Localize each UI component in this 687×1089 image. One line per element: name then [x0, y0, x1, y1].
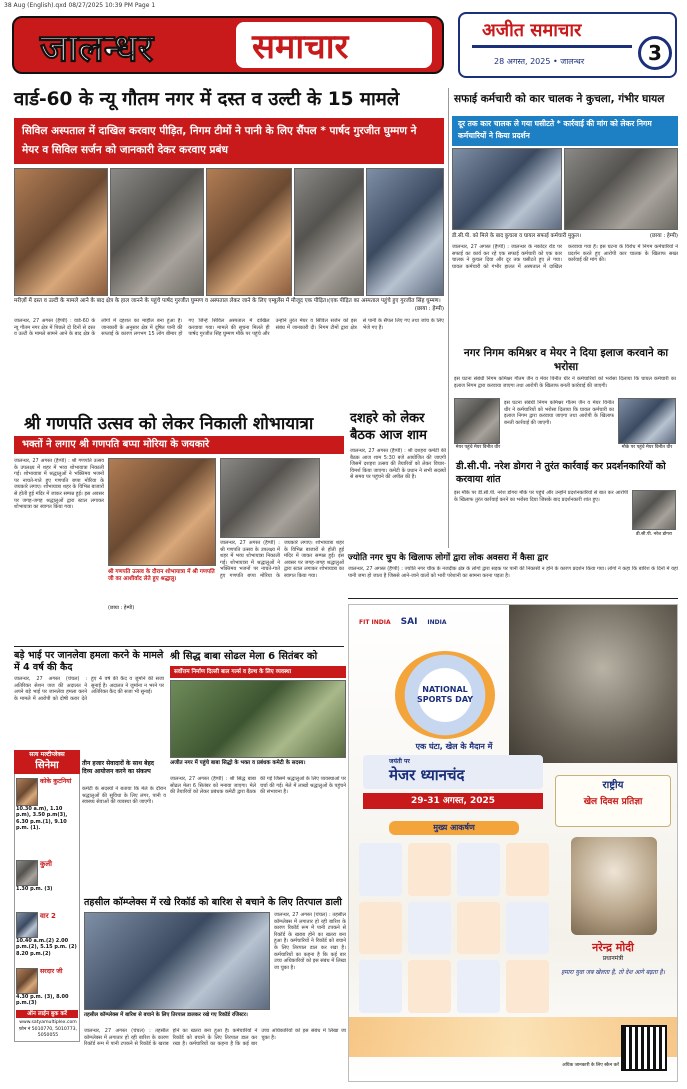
- court-body: जालन्धर, 27 अगस्त (चंचल) : अतिरिक्त सेशन जज की अदालत ने अपने बड़े भाई पर जानलेवा हमला करने के मामले में आरोपी को दोषी करार देते हुए 4 वर्ष की कैद व जुर्माने की सजा सुनाई है। अदालत ने जुर्माना न भरने पर अतिरिक्त कैद की सजा भी सुनाई।: [14, 676, 164, 702]
- cinema-header: [14, 750, 80, 774]
- film-3-times: 10.40 a.m.(2) 2.00 p.m.(2), 5.15 p.m. (2) 8.20 p.m.(2): [16, 938, 77, 957]
- driver-photo-2: [564, 148, 678, 230]
- activity-icon-5: [359, 902, 402, 955]
- dussehra-headline: दशहरे को लेकर बैठक आज शाम: [350, 411, 427, 443]
- siddh-subhead: सर्वोत्तम निर्माण दिल्ली बाल गर्ल्स व हेल्थ के लिए व्यवस्था: [174, 669, 292, 675]
- lead-caption: [14, 298, 444, 313]
- page-number-badge: 3: [638, 36, 672, 70]
- film-4-poster: [16, 968, 38, 994]
- lead-photo-2: [110, 168, 204, 296]
- jyoti-rule: [348, 598, 678, 599]
- lead-caption-credit: (छाया : हेम्पी): [414, 305, 444, 312]
- lead-photo-4: [294, 168, 364, 296]
- ganpati-body-left: जालन्धर, 27 अगस्त (हैप्पी) : श्री गणपति उत्सव के उपलक्ष्य में शहर में भव्य शोभायात्रा निकाली गई। शोभायात्रा में श्रद्धालुओं ने भक्तिमय भजनों पर नाचते-गाते हुए गणपति बप्पा मोरिया के जयकारे लगाए। शोभायात्रा शहर के विभिन्न बाजारों से होती हुई मंदिर में जाकर सम्पन्न हुई। इस अवसर पर जगह-जगह श्रद्धालुओं द्वारा स्टाल लगाकर शोभायात्रा का स्वागत किया गया।: [14, 458, 104, 511]
- commissioner-thumb-1: [454, 398, 500, 444]
- sports-day-ad: [348, 604, 678, 1082]
- qr-code-icon: [621, 1025, 667, 1071]
- date-line: 28 अगस्त, 2025 • जालन्धर: [494, 57, 585, 66]
- ganpati-subhead-banner: [14, 436, 344, 454]
- ad-national-sub: खेल दिवस प्रतिज्ञा: [583, 797, 643, 807]
- activity-icon-12: [506, 960, 549, 1013]
- activity-icon-10: [408, 960, 451, 1013]
- ganpati-photo-2: [220, 458, 320, 538]
- siddh-sub2: तीन हजार सेवादारों के साथ बेहद दिव्य आयोजन करने का संकल्प: [82, 760, 154, 775]
- film-3-tile: [16, 912, 78, 962]
- lead-photo-3: [206, 168, 292, 296]
- dcp-thumb: [632, 490, 676, 530]
- commissioner-thumb-2: [618, 398, 676, 444]
- dcp-thumb-caption: डी.सी.पी. नरेश डोगरा: [636, 532, 672, 537]
- activity-icon-8: [506, 902, 549, 955]
- lead-photo-1: [14, 168, 108, 296]
- activity-icon-2: [408, 843, 451, 896]
- complex-headline: तहसील कॉम्प्लेक्स में रखे रिकॉर्ड को बारिश से बचाने के लिए तिरपाल डाली: [84, 897, 342, 908]
- ad-qr-note: अधिक जानकारी के लिए स्कैन करें: [562, 1063, 619, 1068]
- siddh-headline: श्री सिद्ध बाबा सोढल मेला 6 सितंबर को: [170, 651, 318, 662]
- commissioner-body: इस घटना संबंधी निगम कमिश्नर गौतम जैन व मेयर विनीत धीर ने कर्मचारियों को भरोसा दिलाया कि घायल कर्मचारी का इलाज निगम द्वारा करवाया जाएगा तथा आरोपी के खिलाफ बनती कार्रवाई की जाएगी।: [454, 376, 676, 389]
- dcp-body: इस मौके पर डी.सी.पी. नरेश डोगरा मौके पर पहुंचे और उन्होंने प्रदर्शनकारियों से बात कर आरोपी के खिलाफ तुरंत कार्रवाई करने का भरोसा दिया जिसके बाद प्रदर्शनकारी शांत हुए।: [454, 490, 628, 503]
- lead-caption-text: मरीज़ों में दस्त व उल्टी के मामले आने के बाद क्षेत्र के हाल जानने के पहुंचे पार्षद गुरजीत घुम्मण व अस्पताल लेकर जाने के लिए एम्बुलेंस में मौजूद एक पीड़ित।(एक पीड़ित का अस्पताल पहुंचे हुए गुरजीत सिंह घुम्मण।: [14, 298, 441, 304]
- siddh-subhead-banner: [170, 666, 346, 678]
- driver-subhead: दूर तक कार चालक ले गया घसीटते * कार्रवाई की मांग को लेकर निगम कर्मचारियों ने किया प्रदर्शन: [458, 119, 652, 140]
- activity-icon-1: [359, 843, 402, 896]
- right-column-divider: [448, 88, 449, 548]
- dcp-headline: डी.सी.पी. नरेश डोगरा ने तुरंत कार्रवाई कर प्रदर्शनकारियों को करवाया शांत: [456, 461, 666, 485]
- siddh-photo: [170, 680, 346, 758]
- activity-icon-4: [506, 843, 549, 896]
- masthead-rule: [472, 45, 632, 48]
- siddh-body: जालन्धर, 27 अगस्त (हैप्पी) : श्री सिद्ध बाबा सोढल मेला 6 सितंबर को मनाया जाएगा। मेले की तैयारियों को लेकर प्रबंधक कमेटी द्वारा बैठक की गई जिसमें श्रद्धालुओं के लिए व्यवस्थाओं पर चर्चा की गई। मेले में लाखों श्रद्धालुओं के पहुंचने की संभावना है।: [170, 776, 346, 796]
- driver-photo-1: [452, 148, 562, 230]
- film-2-name: कुली: [40, 860, 52, 868]
- ad-tagline: एक घंटा, खेल के मैदान में: [415, 742, 493, 751]
- driver-caption-credit: (छाया : हेम्पी): [649, 233, 678, 239]
- film-3-poster: [16, 912, 38, 938]
- ad-highlights: मुख्य आकर्षण: [433, 823, 475, 832]
- film-4-times: 4.30 p.m. (3), 8.00 p.m.(3): [16, 994, 69, 1007]
- driver-caption-text: डी.सी.पी. को मिले के बाद कुचला व घायल सफाई कर्मचारी मुकुल।: [452, 233, 582, 239]
- driver-body: जालन्धर, 27 अगस्त (हैप्पी) : जालन्धर के नकोदर रोड पर सफाई का कार्य कर रहे एक सफाई कर्मचारी को एक कार चालक ने कुचल दिया और दूर तक घसीटते हुए ले गया। घायल कर्मचारी को गंभीर हालत में अस्पताल में दाखिल करवाया गया है। इस घटना के विरोध में निगम कर्मचारियों ने प्रदर्शन करते हुए आरोपी कार चालक के खिलाफ सख्त कार्रवाई की मांग की।: [452, 244, 678, 270]
- commissioner-thumb-1-caption: मेयर पहुंचे मेयर विनीत धीर: [455, 445, 501, 450]
- sports-day-headline: NATIONAL SPORTS DAY: [416, 685, 474, 704]
- ganpati-photo: [108, 458, 216, 566]
- ad-tribute-sub: जयंती पर: [389, 758, 410, 765]
- jyoti-headline: ज्योति नगर चुप के खिलाफ लोगों द्वारा लोक अवसरा में कैसा द्वार: [348, 553, 548, 563]
- film-2-tile: [16, 860, 78, 900]
- driver-caption: [452, 233, 678, 240]
- lead-photo-5: [366, 168, 444, 296]
- ganpati-headline: श्री गणपति उत्सव को लेकर निकाली शोभायात्रा: [24, 414, 314, 434]
- driver-headline: सफाई कर्मचारी को कार चालक ने कुचला, गंभीर घायल: [454, 93, 665, 105]
- activity-icon-7: [457, 902, 500, 955]
- ad-tribute: मेजर ध्यानचंद: [389, 766, 465, 784]
- court-headline: बड़े भाई पर जानलेवा हमला करने के मामले में 4 वर्ष की कैद: [14, 650, 164, 673]
- film-1-times: 10.30 a.m), 1.10 p.m), 3.50 p.m(3), 6.30 p.m.(1), 9.10 p.m. (1).: [16, 806, 68, 832]
- paper-name: अजीत समाचार: [482, 20, 582, 41]
- activity-icon-6: [408, 902, 451, 955]
- complex-photo: [84, 912, 270, 1010]
- film-1-poster: [16, 778, 38, 806]
- cinema-website: www.satyamultiplex.com: [19, 1020, 77, 1025]
- cinema-phone: फ़ोन नं 5010770, 5010773, 5050055: [18, 1027, 78, 1038]
- lead-subhead-banner: [14, 118, 444, 164]
- fit-india-logo: FIT INDIA: [359, 618, 391, 626]
- complex-body: जालन्धर, 27 अगस्त (चंचल) : तहसील कॉम्प्लेक्स में लगातार हो रही बारिश के कारण रिकॉर्ड रूम में पानी टपकने से रिकॉर्ड के खराब होने का खतरा बना हुआ है। कर्मचारियों ने रिकॉर्ड को बचाने के लिए तिरपाल डाल कर रखा है। कर्मचारियों का कहना है कि कई बार उच्च अधिकारियों को इस संबंध में लिखा जा चुका है।: [84, 1028, 346, 1048]
- masthead-title-left: जालन्धर: [40, 26, 154, 70]
- siddh-caption: अजीत नगर में पहुंचे बाबा सिद्धो के भक्त व प्रबंधक कमेटी के सदस्य।: [170, 760, 306, 766]
- cinema-online-booking: ऑन लाईन बुक करें: [16, 1010, 78, 1018]
- masthead-title-right: समाचार: [252, 27, 349, 67]
- film-1-name: कोके कुटनियां: [40, 778, 72, 785]
- ganpati-photo-credit: (छाया : हेम्पी): [108, 605, 135, 611]
- lead-subhead: सिविल अस्पताल में दाखिल करवाए पीड़ित, निगम टीमों ने पानी के लिए सैंपल * पार्षद गुरजीत घुम्मण ने मेयर व सिविल सर्जन को जानकारी देकर करवाए प्रबंध: [22, 125, 417, 156]
- masthead: [12, 12, 677, 82]
- activity-icon-9: [359, 960, 402, 1013]
- film-2-times: 1.30 p.m. (3): [16, 886, 53, 892]
- jyoti-body: जालन्धर, 27 अगस्त (हैप्पी) : ज्योति नगर चौक के नजदीक क्षेत्र के लोगों द्वारा सड़क पर पानी की निकासी न होने के कारण प्रदर्शन किया गया। लोगों ने कहा कि बारिश के दिनों में यहां पानी जमा हो जाता है जिससे आने-जाने वालों को भारी परेशानी का सामना करना पड़ता है।: [348, 566, 678, 579]
- print-slug: 38 Aug (English).qxd 08/27/2025 10:39 PM Page 1: [4, 2, 156, 9]
- ad-logo-row: [359, 611, 509, 633]
- commissioner-headline: नगर निगम कमिश्नर व मेयर ने दिया इलाज करवाने का भरोसा: [463, 347, 669, 373]
- section-rule-1: [14, 646, 344, 647]
- film-4-tile: [16, 968, 78, 1008]
- cinema-multiplex: सत्य मल्टीप्लेक्स: [29, 751, 65, 758]
- ganpati-body-right: जालन्धर, 27 अगस्त (हैप्पी) : श्री गणपति उत्सव के उपलक्ष्य में शहर में भव्य शोभायात्रा निकाली गई। शोभायात्रा में श्रद्धालुओं ने भक्तिमय भजनों पर नाचते-गाते हुए गणपति बप्पा मोरिया के जयकारे लगाए। शोभायात्रा शहर के विभिन्न बाजारों से होती हुई मंदिर में जाकर सम्पन्न हुई। इस अवसर पर जगह-जगह श्रद्धालुओं द्वारा स्टाल लगाकर शोभायात्रा का स्वागत किया गया।: [220, 540, 344, 579]
- film-3-name: वार 2: [40, 912, 56, 920]
- india-logo: INDIA: [427, 618, 447, 626]
- dussehra-body: जालन्धर, 27 अगस्त (हैप्पी) : श्री दशहरा कमेटी की बैठक आज शाम 5:30 बजे आयोजित की जाएगी जिसमें दशहरा उत्सव की तैयारियों को लेकर विचार-विमर्श किया जाएगा। कमेटी के प्रधान ने सभी सदस्यों से समय पर पहुंचने की अपील की है।: [350, 448, 446, 481]
- ganpati-subhead: भक्तों ने लगाए श्री गणपति बप्पा मोरिया के जयकारे: [22, 439, 210, 450]
- complex-caption: तहसील कॉम्प्लेक्स में बारिश से बचाने के लिए तिरपाल डालकर रखे गए रिकॉर्ड रजिस्टर।: [84, 1012, 248, 1018]
- ad-pm-name: नरेन्द्र मोदी: [592, 941, 634, 954]
- sai-logo: SAI: [400, 617, 418, 627]
- ganpati-photo-caption: श्री गणपति उत्सव के दौरान शोभायात्रा में श्री गणपति जी का आशीर्वाद लेते हुए श्रद्धालु।: [108, 569, 215, 583]
- ad-pm-title: प्रधानमंत्री: [602, 955, 624, 962]
- commissioner-body-col: इस घटना संबंधी निगम कमिश्नर गौतम जैन व मेयर विनीत धीर ने कर्मचारियों को भरोसा दिलाया कि घायल कर्मचारी का इलाज निगम द्वारा करवाया जाएगा तथा आरोपी के खिलाफ बनती कार्रवाई की जाएगी।: [504, 400, 614, 426]
- commissioner-thumb-2-caption: मौके पर पहुंचे मेयर विनीत धीर: [621, 445, 673, 450]
- ad-quote: हमारा युवा जब खेलता है, तो देश आगे बढ़ता है।: [561, 969, 665, 976]
- activity-icon-11: [457, 960, 500, 1013]
- film-4-name: सरदार जी: [40, 968, 63, 975]
- activity-icon-3: [457, 843, 500, 896]
- pm-portrait: [571, 837, 657, 935]
- ad-national: राष्ट्रीय: [602, 780, 624, 791]
- cinema-title: सिनेमा: [35, 760, 59, 771]
- film-2-poster: [16, 860, 38, 886]
- lead-body: जालन्धर, 27 अगस्त (हैप्पी) : वार्ड-60 के न्यू गौतम नगर क्षेत्र में पिछले दो दिनों से दस्त व उल्टी के मामले सामने आने के बाद क्षेत्र के लोगों में दहशत का माहौल बना हुआ है। जानकारी के अनुसार क्षेत्र में दूषित पानी की सप्लाई के कारण लगभग 15 लोग बीमार हो गए जिन्हें सिविल अस्पताल में दाखिल करवाया गया। मामले की सूचना मिलते ही पार्षद गुरजीत सिंह घुम्मण मौके पर पहुंचे और उन्होंने तुरंत मेयर व सिविल सर्जन को इस संबंध में जानकारी दी। निगम टीमों द्वारा क्षेत्र से पानी के सैंपल लिए गए तथा जांच के लिए भेजे गए हैं।: [14, 318, 444, 338]
- lead-headline: वार्ड-60 के न्यू गौतम नगर में दस्त व उल्टी के 15 मामले: [14, 89, 400, 110]
- driver-subhead-banner: [452, 116, 678, 146]
- film-1-tile: [16, 778, 78, 838]
- siddh-body2: कमेटी के सदस्यों ने बताया कि मेले के दौरान श्रद्धालुओं की सुविधा के लिए लंगर, पानी व स्वास्थ्य सेवाओं की व्यवस्था की जाएगी।: [82, 786, 166, 806]
- dhyanchand-portrait: [509, 605, 678, 763]
- ad-activity-grid: [359, 843, 549, 1013]
- ad-dates: 29-31 अगस्त, 2025: [410, 796, 496, 806]
- complex-body-side: जालन्धर, 27 अगस्त (चंचल) : तहसील कॉम्प्लेक्स में लगातार हो रही बारिश के कारण रिकॉर्ड रूम में पानी टपकने से रिकॉर्ड के खराब होने का खतरा बना हुआ है। कर्मचारियों ने रिकॉर्ड को बचाने के लिए तिरपाल डाल कर रखा है। कर्मचारियों का कहना है कि कई बार उच्च अधिकारियों को इस संबंध में लिखा जा चुका है।: [274, 912, 346, 971]
